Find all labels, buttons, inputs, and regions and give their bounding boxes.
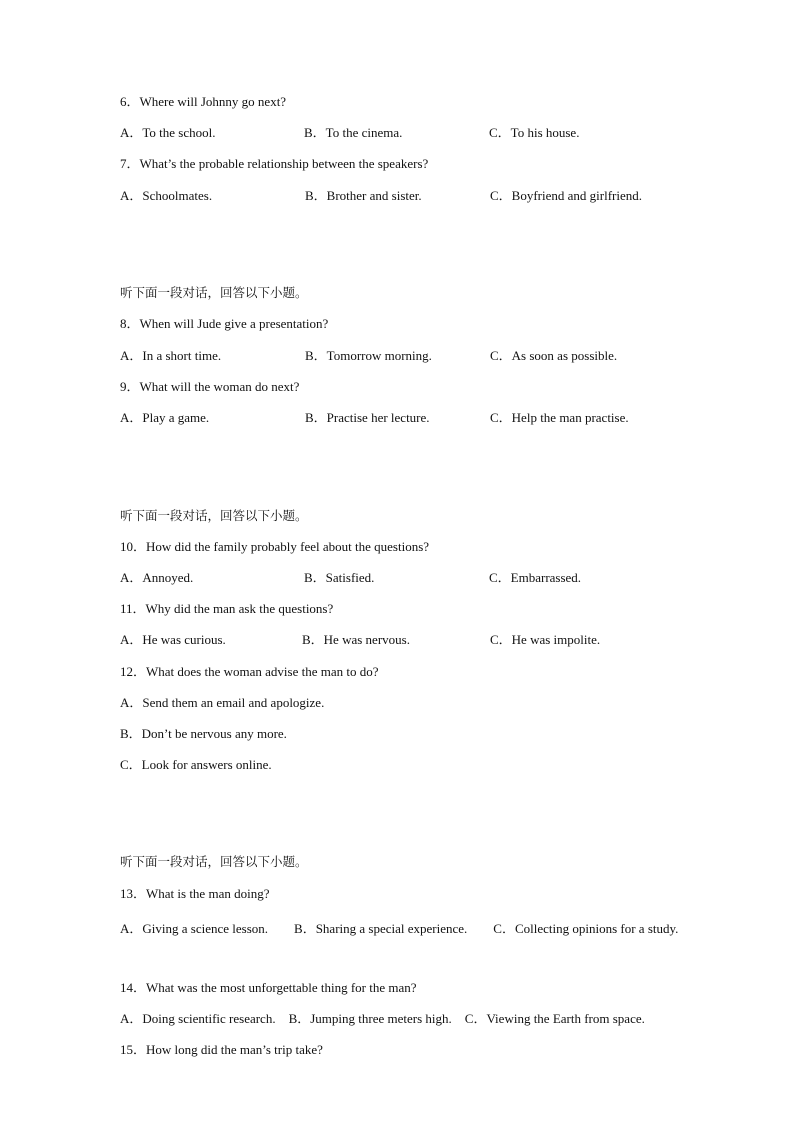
q6-option-c: C．To his house. [489, 125, 580, 140]
q6-option-a: A．To the school. [120, 125, 216, 140]
q7-option-c: C．Boyfriend and girlfriend. [490, 188, 642, 203]
q6-option-b: B．To the cinema. [304, 125, 403, 140]
q10-option-b: B．Satisfied. [304, 570, 375, 585]
question-10: 10．How did the family probably feel about the questions? [120, 539, 430, 554]
question-9: 9．What will the woman do next? [120, 379, 300, 394]
q11-option-c: C．He was impolite. [490, 632, 601, 647]
q8-option-b: B．Tomorrow morning. [305, 348, 432, 363]
q11-option-a: A．He was curious. [120, 632, 226, 647]
q11-option-b: B．He was nervous. [302, 632, 410, 647]
q7-option-b: B．Brother and sister. [305, 188, 422, 203]
question-13: 13．What is the man doing? [120, 886, 270, 901]
question-11: 11．Why did the man ask the questions? [120, 601, 334, 616]
q10-option-a: A．Annoyed. [120, 570, 194, 585]
question-15: 15．How long did the man’s trip take? [120, 1042, 323, 1057]
q10-option-c: C．Embarrassed. [489, 570, 582, 585]
section-heading-2: 听下面一段对话，回答以下小题。 [120, 508, 308, 523]
q12-option-c: C．Look for answers online. [120, 757, 272, 772]
q13-options: A．Giving a science lesson. B．Sharing a special experience. C．Collecting opinions for a study. [120, 921, 679, 936]
question-6: 6．Where will Johnny go next? [120, 94, 287, 109]
q8-option-a: A．In a short time. [120, 348, 222, 363]
q7-option-a: A．Schoolmates. [120, 188, 213, 203]
question-12: 12．What does the woman advise the man to do? [120, 664, 379, 679]
q9-option-b: B．Practise her lecture. [305, 410, 430, 425]
q9-option-a: A．Play a game. [120, 410, 210, 425]
section-heading-3: 听下面一段对话，回答以下小题。 [120, 854, 308, 869]
q14-options: A．Doing scientific research. B．Jumping three meters high. C．Viewing the Earth from space. [120, 1011, 645, 1026]
q8-option-c: C．As soon as possible. [490, 348, 618, 363]
section-heading-1: 听下面一段对话，回答以下小题。 [120, 285, 308, 300]
q12-option-b: B．Don’t be nervous any more. [120, 726, 287, 741]
q12-option-a: A．Send them an email and apologize. [120, 695, 325, 710]
question-8: 8．When will Jude give a presentation? [120, 316, 329, 331]
question-7: 7．What’s the probable relationship between the speakers? [120, 156, 429, 171]
q9-option-c: C．Help the man practise. [490, 410, 629, 425]
question-14: 14．What was the most unforgettable thing for the man? [120, 980, 417, 995]
